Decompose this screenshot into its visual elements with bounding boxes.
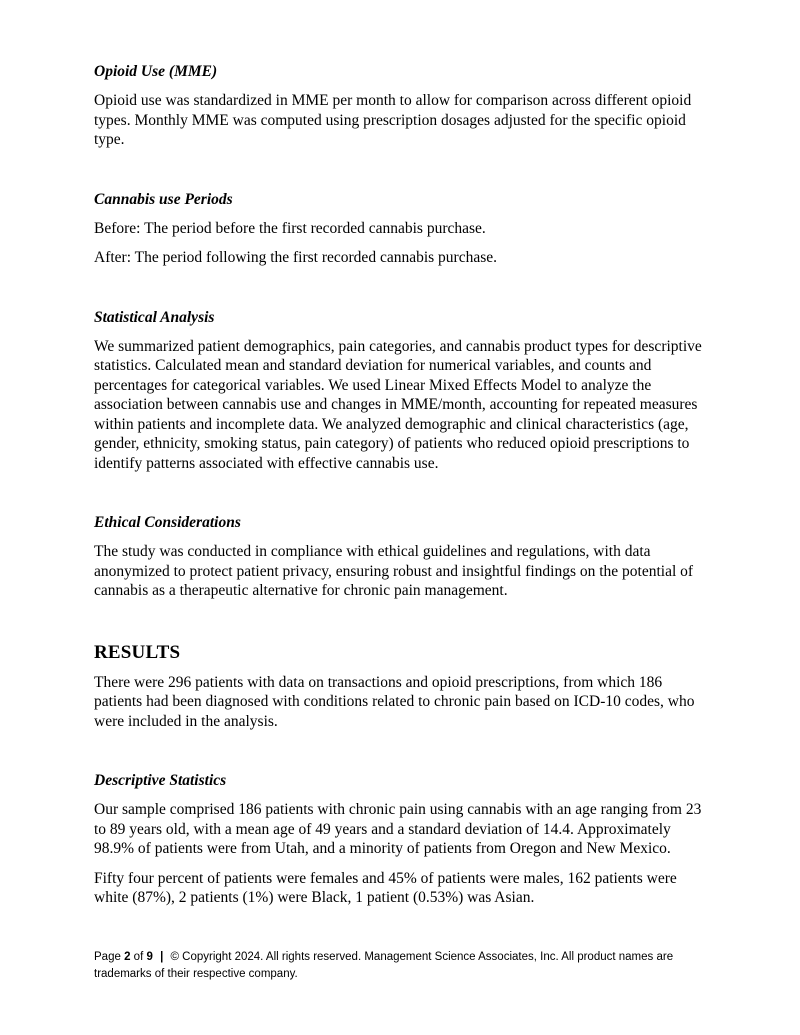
footer-page-current: 2: [124, 951, 131, 963]
paragraph: Opioid use was standardized in MME per month to allow for comparison across different opioid types. Monthly MME was computed using prescription dosages adjusted for the specific opioid type.: [94, 92, 692, 148]
section-opioid-use: [94, 62, 710, 150]
paragraph: Before: The period before the first recorded cannabis purchase.: [94, 219, 486, 237]
section-heading: Descriptive Statistics: [94, 772, 227, 789]
section-descriptive-statistics: [94, 771, 710, 908]
page-footer: [94, 949, 714, 983]
section-statistical-analysis: [94, 308, 710, 474]
section-ethical-considerations: [94, 513, 710, 601]
section-heading: Ethical Considerations: [94, 514, 241, 531]
paragraph: There were 296 patients with data on transactions and opioid prescriptions, from which 186 patients had been diagnosed with conditions related to chronic pain based on ICD-10 codes, who were included in the analysis.: [94, 673, 695, 730]
paragraph: Fifty four percent of patients were females and 45% of patients were males, 162 patients were white (87%), 2 patients (1%) were Black, 1 patient (0.53%) was Asian.: [94, 869, 677, 906]
footer-separator: |: [160, 951, 164, 963]
footer-page-total: 9: [146, 951, 153, 963]
footer-copyright: © Copyright 2024. All rights reserved. Management Science Associates, Inc. All product names are trademarks of their respective company.: [94, 951, 674, 980]
paragraph: The study was conducted in compliance with ethical guidelines and regulations, with data anonymized to protect patient privacy, ensuring robust and insightful findings on the potential of cannabis as a therapeutic alternative for chronic pain management.: [94, 543, 694, 599]
section-results: [94, 641, 710, 732]
section-heading: Opioid Use (MME): [94, 63, 218, 80]
section-heading: Statistical Analysis: [94, 308, 215, 326]
paragraph: We summarized patient demographics, pain categories, and cannabis product types for descriptive statistics. Calculated mean and standard deviation for numerical variables, and counts and percentages for categorical variables. We used Linear Mixed Effects Model to analyze the association between cannabis use and changes in MME/month, accounting for repeated measures within patients and incomplete data. We analyzed demographic and clinical characteristics (age, gender, ethnicity, smoking status, pain category) of patients who reduced opioid prescriptions to identify patterns associated with effective cannabis use.: [94, 337, 702, 472]
footer-page-of: of: [133, 951, 144, 963]
footer-page-word: Page: [94, 951, 121, 963]
section-cannabis-use-periods: [94, 190, 710, 268]
results-heading: RESULTS: [94, 641, 181, 663]
paragraph: Our sample comprised 186 patients with chronic pain using cannabis with an age ranging from 23 to 89 years old, with a mean age of 49 years and a standard deviation of 14.4. Approximately 98.9% of patients were from Utah, and a minority of patients from Oregon and New Mexico.: [94, 801, 702, 857]
paragraph: After: The period following the first recorded cannabis purchase.: [94, 249, 497, 266]
document-body: [94, 62, 710, 948]
section-heading: Cannabis use Periods: [94, 190, 233, 208]
